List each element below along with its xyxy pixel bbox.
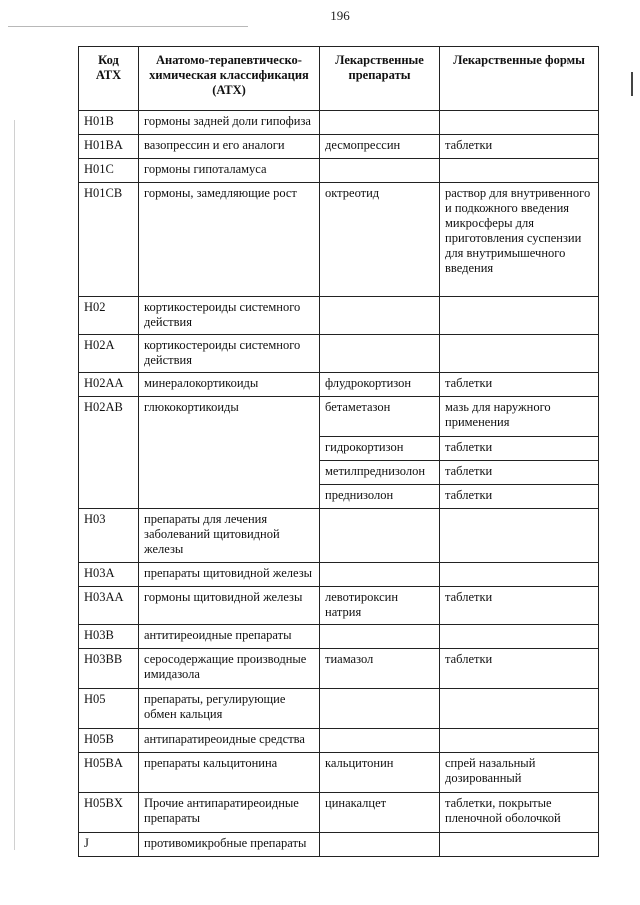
cell-drug: цинакалцет bbox=[320, 793, 440, 833]
cell-name: противомикробные препараты bbox=[139, 833, 320, 857]
table-row bbox=[79, 135, 599, 159]
cell-drug: бетаметазон bbox=[320, 397, 440, 437]
cell-code: H01C bbox=[79, 159, 139, 183]
cell-name: антитиреоидные препараты bbox=[139, 625, 320, 649]
cell-drug: преднизолон bbox=[320, 485, 440, 509]
cell-code: H02A bbox=[79, 335, 139, 373]
cell-form: таблетки bbox=[440, 135, 599, 159]
cell-code: H03A bbox=[79, 563, 139, 587]
cell-drug: гидрокортизон bbox=[320, 437, 440, 461]
cell-code: H05 bbox=[79, 689, 139, 729]
cell-code: H02 bbox=[79, 297, 139, 335]
cell-drug: левотироксин натрия bbox=[320, 587, 440, 625]
cell-form bbox=[440, 729, 599, 753]
table-row bbox=[79, 183, 599, 297]
cell-form bbox=[440, 159, 599, 183]
cell-drug: октреотид bbox=[320, 183, 440, 297]
cell-drug: метилпреднизолон bbox=[320, 461, 440, 485]
cell-form bbox=[440, 509, 599, 563]
scan-artifact-left-line bbox=[14, 120, 15, 850]
cell-name: антипаратиреоидные средства bbox=[139, 729, 320, 753]
table-row bbox=[79, 625, 599, 649]
table-row bbox=[79, 833, 599, 857]
cell-name: серосодержащие производные имидазола bbox=[139, 649, 320, 689]
cell-code: H02AB bbox=[79, 397, 139, 509]
cell-drug bbox=[320, 729, 440, 753]
cell-name: гормоны гипоталамуса bbox=[139, 159, 320, 183]
cell-drug bbox=[320, 689, 440, 729]
cell-form: спрей назальный дозированный bbox=[440, 753, 599, 793]
cell-code: H01BA bbox=[79, 135, 139, 159]
cell-code: J bbox=[79, 833, 139, 857]
cell-name: глюкокортикоиды bbox=[139, 397, 320, 509]
table-row bbox=[79, 563, 599, 587]
table-row bbox=[79, 729, 599, 753]
cell-name: препараты, регулирующие обмен кальция bbox=[139, 689, 320, 729]
cell-code: H03BB bbox=[79, 649, 139, 689]
cell-code: H05B bbox=[79, 729, 139, 753]
cell-form: мазь для наружного применения bbox=[440, 397, 599, 437]
cell-drug: флудрокортизон bbox=[320, 373, 440, 397]
cell-drug bbox=[320, 297, 440, 335]
cell-form bbox=[440, 689, 599, 729]
header-forms: Лекарственные формы bbox=[440, 47, 599, 111]
table-row bbox=[79, 297, 599, 335]
cell-drug bbox=[320, 111, 440, 135]
cell-name: Прочие антипаратиреоидные препараты bbox=[139, 793, 320, 833]
cell-code: H01CB bbox=[79, 183, 139, 297]
cell-name: препараты кальцитонина bbox=[139, 753, 320, 793]
atc-drug-table bbox=[78, 46, 599, 857]
header-code: Код АТХ bbox=[79, 47, 139, 111]
cell-form bbox=[440, 625, 599, 649]
table-row bbox=[79, 753, 599, 793]
cell-code: H02AA bbox=[79, 373, 139, 397]
cell-code: H03 bbox=[79, 509, 139, 563]
cell-drug: тиамазол bbox=[320, 649, 440, 689]
cell-drug bbox=[320, 833, 440, 857]
cell-form: таблетки bbox=[440, 373, 599, 397]
table-row bbox=[79, 649, 599, 689]
cell-name: вазопрессин и его аналоги bbox=[139, 135, 320, 159]
cell-form bbox=[440, 297, 599, 335]
table-row bbox=[79, 335, 599, 373]
table-row bbox=[79, 111, 599, 135]
cell-drug bbox=[320, 563, 440, 587]
cell-form bbox=[440, 833, 599, 857]
header-drugs: Лекарственные препараты bbox=[320, 47, 440, 111]
cell-name: кортикостероиды системного действия bbox=[139, 297, 320, 335]
cell-drug bbox=[320, 625, 440, 649]
cell-form bbox=[440, 335, 599, 373]
cell-drug: кальцитонин bbox=[320, 753, 440, 793]
scan-artifact-right-mark bbox=[631, 72, 633, 96]
table-row bbox=[79, 397, 599, 437]
table-row bbox=[79, 793, 599, 833]
cell-form: таблетки bbox=[440, 485, 599, 509]
table-row bbox=[79, 373, 599, 397]
header-classification: Анатомо-терапевтическо-химическая классификация (АТХ) bbox=[139, 47, 320, 111]
table-row bbox=[79, 509, 599, 563]
cell-form bbox=[440, 563, 599, 587]
cell-code: H03AA bbox=[79, 587, 139, 625]
cell-drug bbox=[320, 159, 440, 183]
cell-code: H01B bbox=[79, 111, 139, 135]
cell-form: раствор для внутривенного и подкожного введения микросферы для приготовления суспензии для внутримышечного введения bbox=[440, 183, 599, 297]
cell-code: H03B bbox=[79, 625, 139, 649]
cell-name: препараты для лечения заболеваний щитовидной железы bbox=[139, 509, 320, 563]
cell-code: H05BA bbox=[79, 753, 139, 793]
cell-form: таблетки bbox=[440, 587, 599, 625]
table-row bbox=[79, 587, 599, 625]
cell-form: таблетки bbox=[440, 461, 599, 485]
cell-name: препараты щитовидной железы bbox=[139, 563, 320, 587]
page-number: 196 bbox=[330, 8, 350, 23]
table-row bbox=[79, 159, 599, 183]
cell-form: таблетки bbox=[440, 649, 599, 689]
cell-name: гормоны щитовидной железы bbox=[139, 587, 320, 625]
cell-form: таблетки, покрытые пленочной оболочкой bbox=[440, 793, 599, 833]
cell-form: таблетки bbox=[440, 437, 599, 461]
table-header-row bbox=[79, 47, 599, 111]
cell-drug bbox=[320, 509, 440, 563]
cell-code: H05BX bbox=[79, 793, 139, 833]
cell-name: кортикостероиды системного действия bbox=[139, 335, 320, 373]
cell-name: гормоны, замедляющие рост bbox=[139, 183, 320, 297]
cell-drug: десмопрессин bbox=[320, 135, 440, 159]
cell-drug bbox=[320, 335, 440, 373]
cell-name: минералокортикоиды bbox=[139, 373, 320, 397]
cell-form bbox=[440, 111, 599, 135]
cell-name: гормоны задней доли гипофиза bbox=[139, 111, 320, 135]
table-row bbox=[79, 689, 599, 729]
scan-artifact-top-line bbox=[8, 26, 248, 27]
